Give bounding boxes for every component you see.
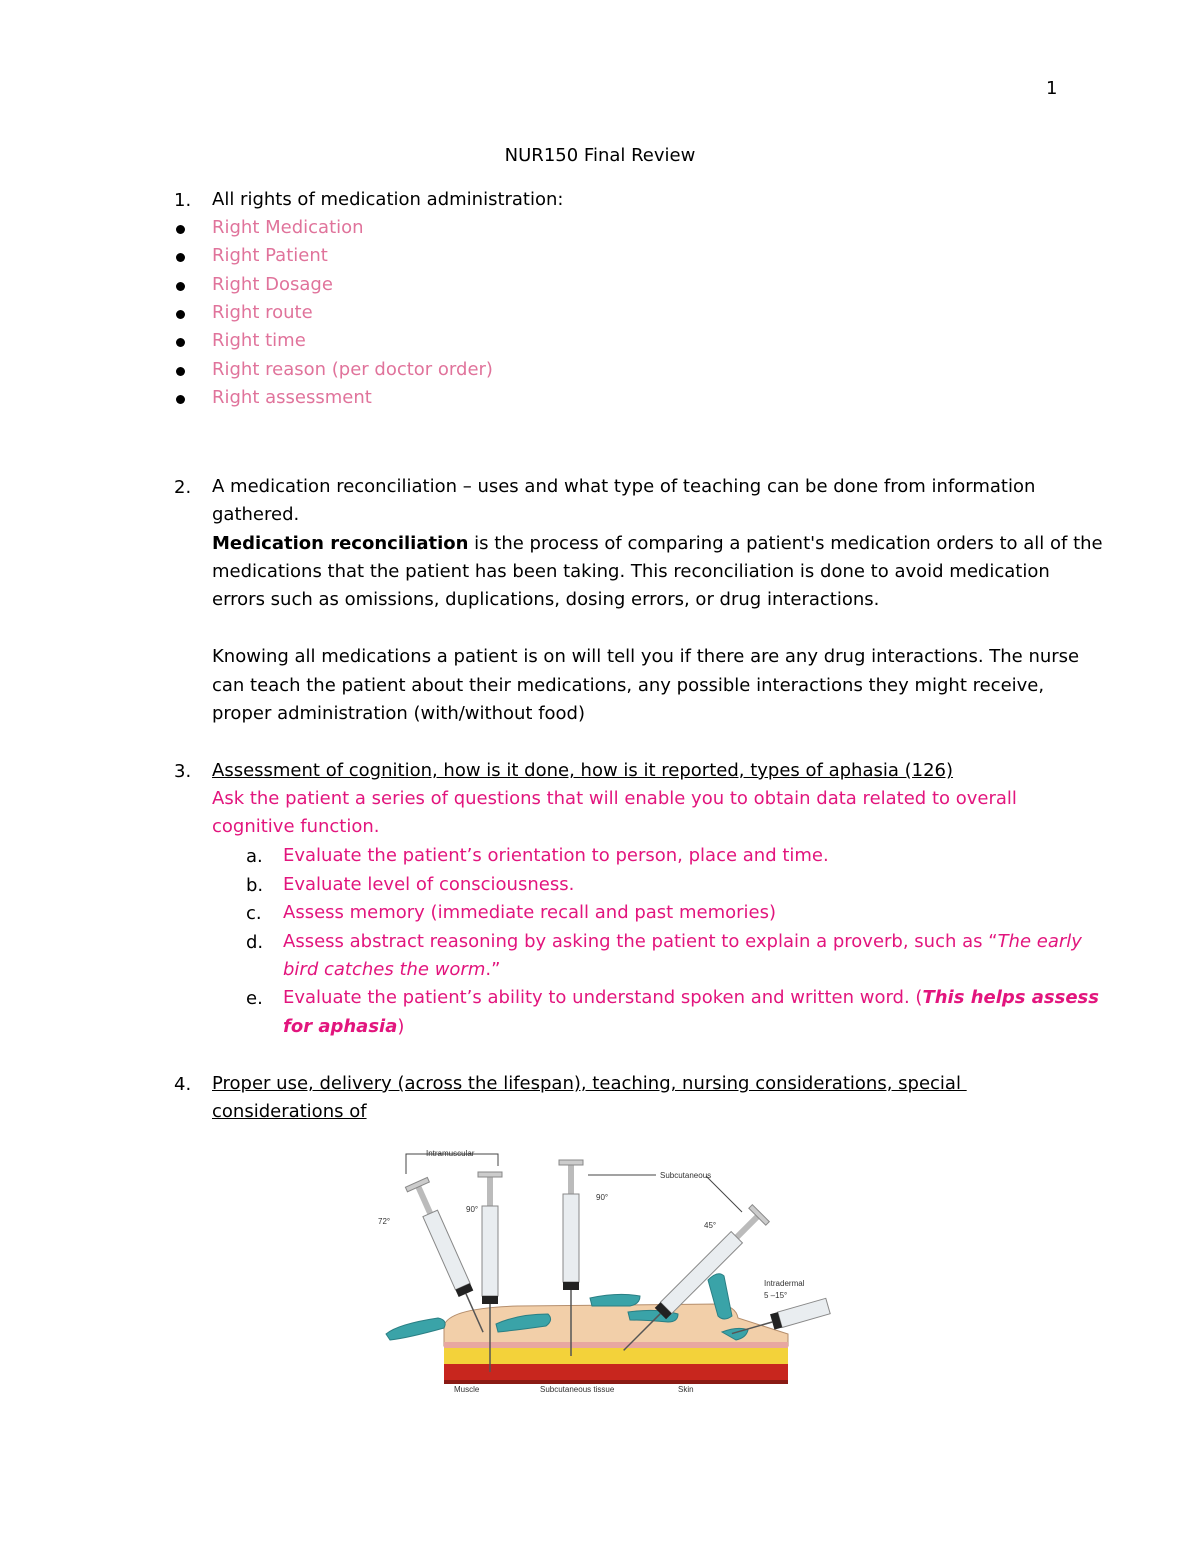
definition-text: is the process of comparing a patient's medication orders to all of the xyxy=(468,533,1103,554)
item-letter: e. xyxy=(246,988,263,1009)
q1-text: All rights of medication administration: xyxy=(212,189,564,210)
bullet-icon xyxy=(176,253,185,262)
definition-term: Medication reconciliation xyxy=(212,533,469,554)
list-item: Assess memory (immediate recall and past memories) xyxy=(283,902,776,923)
q4-number: 4. xyxy=(174,1074,192,1095)
label-muscle: Muscle xyxy=(454,1385,480,1394)
item-letter: b. xyxy=(246,875,264,896)
q2-question-line2: gathered. xyxy=(212,504,300,525)
list-item: Right time xyxy=(212,330,306,351)
page-number: 1 xyxy=(1046,78,1058,99)
item-letter: a. xyxy=(246,846,263,867)
q3-intro-line1: Ask the patient a series of questions that will enable you to obtain data related to overall xyxy=(212,788,1017,809)
bullet-icon xyxy=(176,367,185,376)
tissue-layers xyxy=(444,1304,788,1384)
item-text: ) xyxy=(397,1016,405,1037)
item-text: .” xyxy=(485,959,501,980)
item-bold-italic: This helps assess xyxy=(922,987,1099,1008)
q2-paragraph-line3: proper administration (with/without food) xyxy=(212,703,586,724)
bullet-icon xyxy=(176,310,185,319)
list-item-continued xyxy=(283,1013,404,1041)
list-item: Evaluate the patient’s orientation to person, place and time. xyxy=(283,845,829,866)
q2-paragraph-line1: Knowing all medications a patient is on will tell you if there are any drug interactions. The nurse xyxy=(212,646,1080,667)
list-item: Right Dosage xyxy=(212,274,333,295)
label-angle-72: 72° xyxy=(378,1217,391,1226)
label-angle-90-subcutaneous: 90° xyxy=(596,1193,609,1202)
item-letter: d. xyxy=(246,932,264,953)
list-item: Right Medication xyxy=(212,217,364,238)
label-intradermal: Intradermal xyxy=(764,1279,805,1288)
q2-paragraph-line2: can teach the patient about their medications, any possible interactions they might receive, xyxy=(212,675,1045,696)
q2-question-line1: A medication reconciliation – uses and what type of teaching can be done from information xyxy=(212,476,1036,497)
item-bold-italic: for aphasia xyxy=(283,1016,398,1037)
q3-question: Assessment of cognition, how is it done, how is it reported, types of aphasia (126) xyxy=(212,760,954,781)
item-text: Assess abstract reasoning by asking the patient to explain a proverb, such as “ xyxy=(283,931,998,952)
bullet-icon xyxy=(176,338,185,347)
list-item xyxy=(283,928,1082,956)
label-angle-45: 45° xyxy=(704,1221,717,1230)
item-italic: The early xyxy=(997,931,1082,952)
q2-definition-line2: medications that the patient has been taking. This reconciliation is done to avoid medication xyxy=(212,561,1050,582)
list-item: Evaluate level of consciousness. xyxy=(283,874,575,895)
q1-number: 1. xyxy=(174,190,192,211)
list-item-continued xyxy=(283,956,500,984)
bullet-icon xyxy=(176,395,185,404)
q2-number: 2. xyxy=(174,477,192,498)
injection-angles-figure xyxy=(378,1146,834,1396)
q4-line1: Proper use, delivery (across the lifespan), teaching, nursing considerations, special xyxy=(212,1073,967,1094)
label-subcutaneous: Subcutaneous xyxy=(660,1171,712,1180)
list-item: Right reason (per doctor order) xyxy=(212,359,493,380)
item-letter: c. xyxy=(246,903,262,924)
q3-number: 3. xyxy=(174,761,192,782)
label-skin: Skin xyxy=(678,1385,694,1394)
q2-definition-line1 xyxy=(212,530,1103,558)
list-item: Right assessment xyxy=(212,387,372,408)
label-intradermal-angle: 5 –15° xyxy=(764,1291,788,1300)
page-title: NUR150 Final Review xyxy=(504,145,696,166)
list-item xyxy=(283,984,1099,1012)
label-intramuscular: Intramuscular xyxy=(426,1149,475,1158)
bullet-icon xyxy=(176,225,185,234)
list-item: Right Patient xyxy=(212,245,328,266)
label-angle-90-intramuscular: 90° xyxy=(466,1205,479,1214)
list-item: Right route xyxy=(212,302,313,323)
item-text: Evaluate the patient’s ability to understand spoken and written word. ( xyxy=(283,987,923,1008)
q4-line2: considerations of xyxy=(212,1101,367,1122)
item-italic: bird catches the worm xyxy=(283,959,486,980)
bullet-icon xyxy=(176,282,185,291)
q2-definition-line3: errors such as omissions, duplications, dosing errors, or drug interactions. xyxy=(212,589,880,610)
q3-intro-line2: cognitive function. xyxy=(212,816,380,837)
label-subcutaneous-tissue: Subcutaneous tissue xyxy=(540,1385,615,1394)
